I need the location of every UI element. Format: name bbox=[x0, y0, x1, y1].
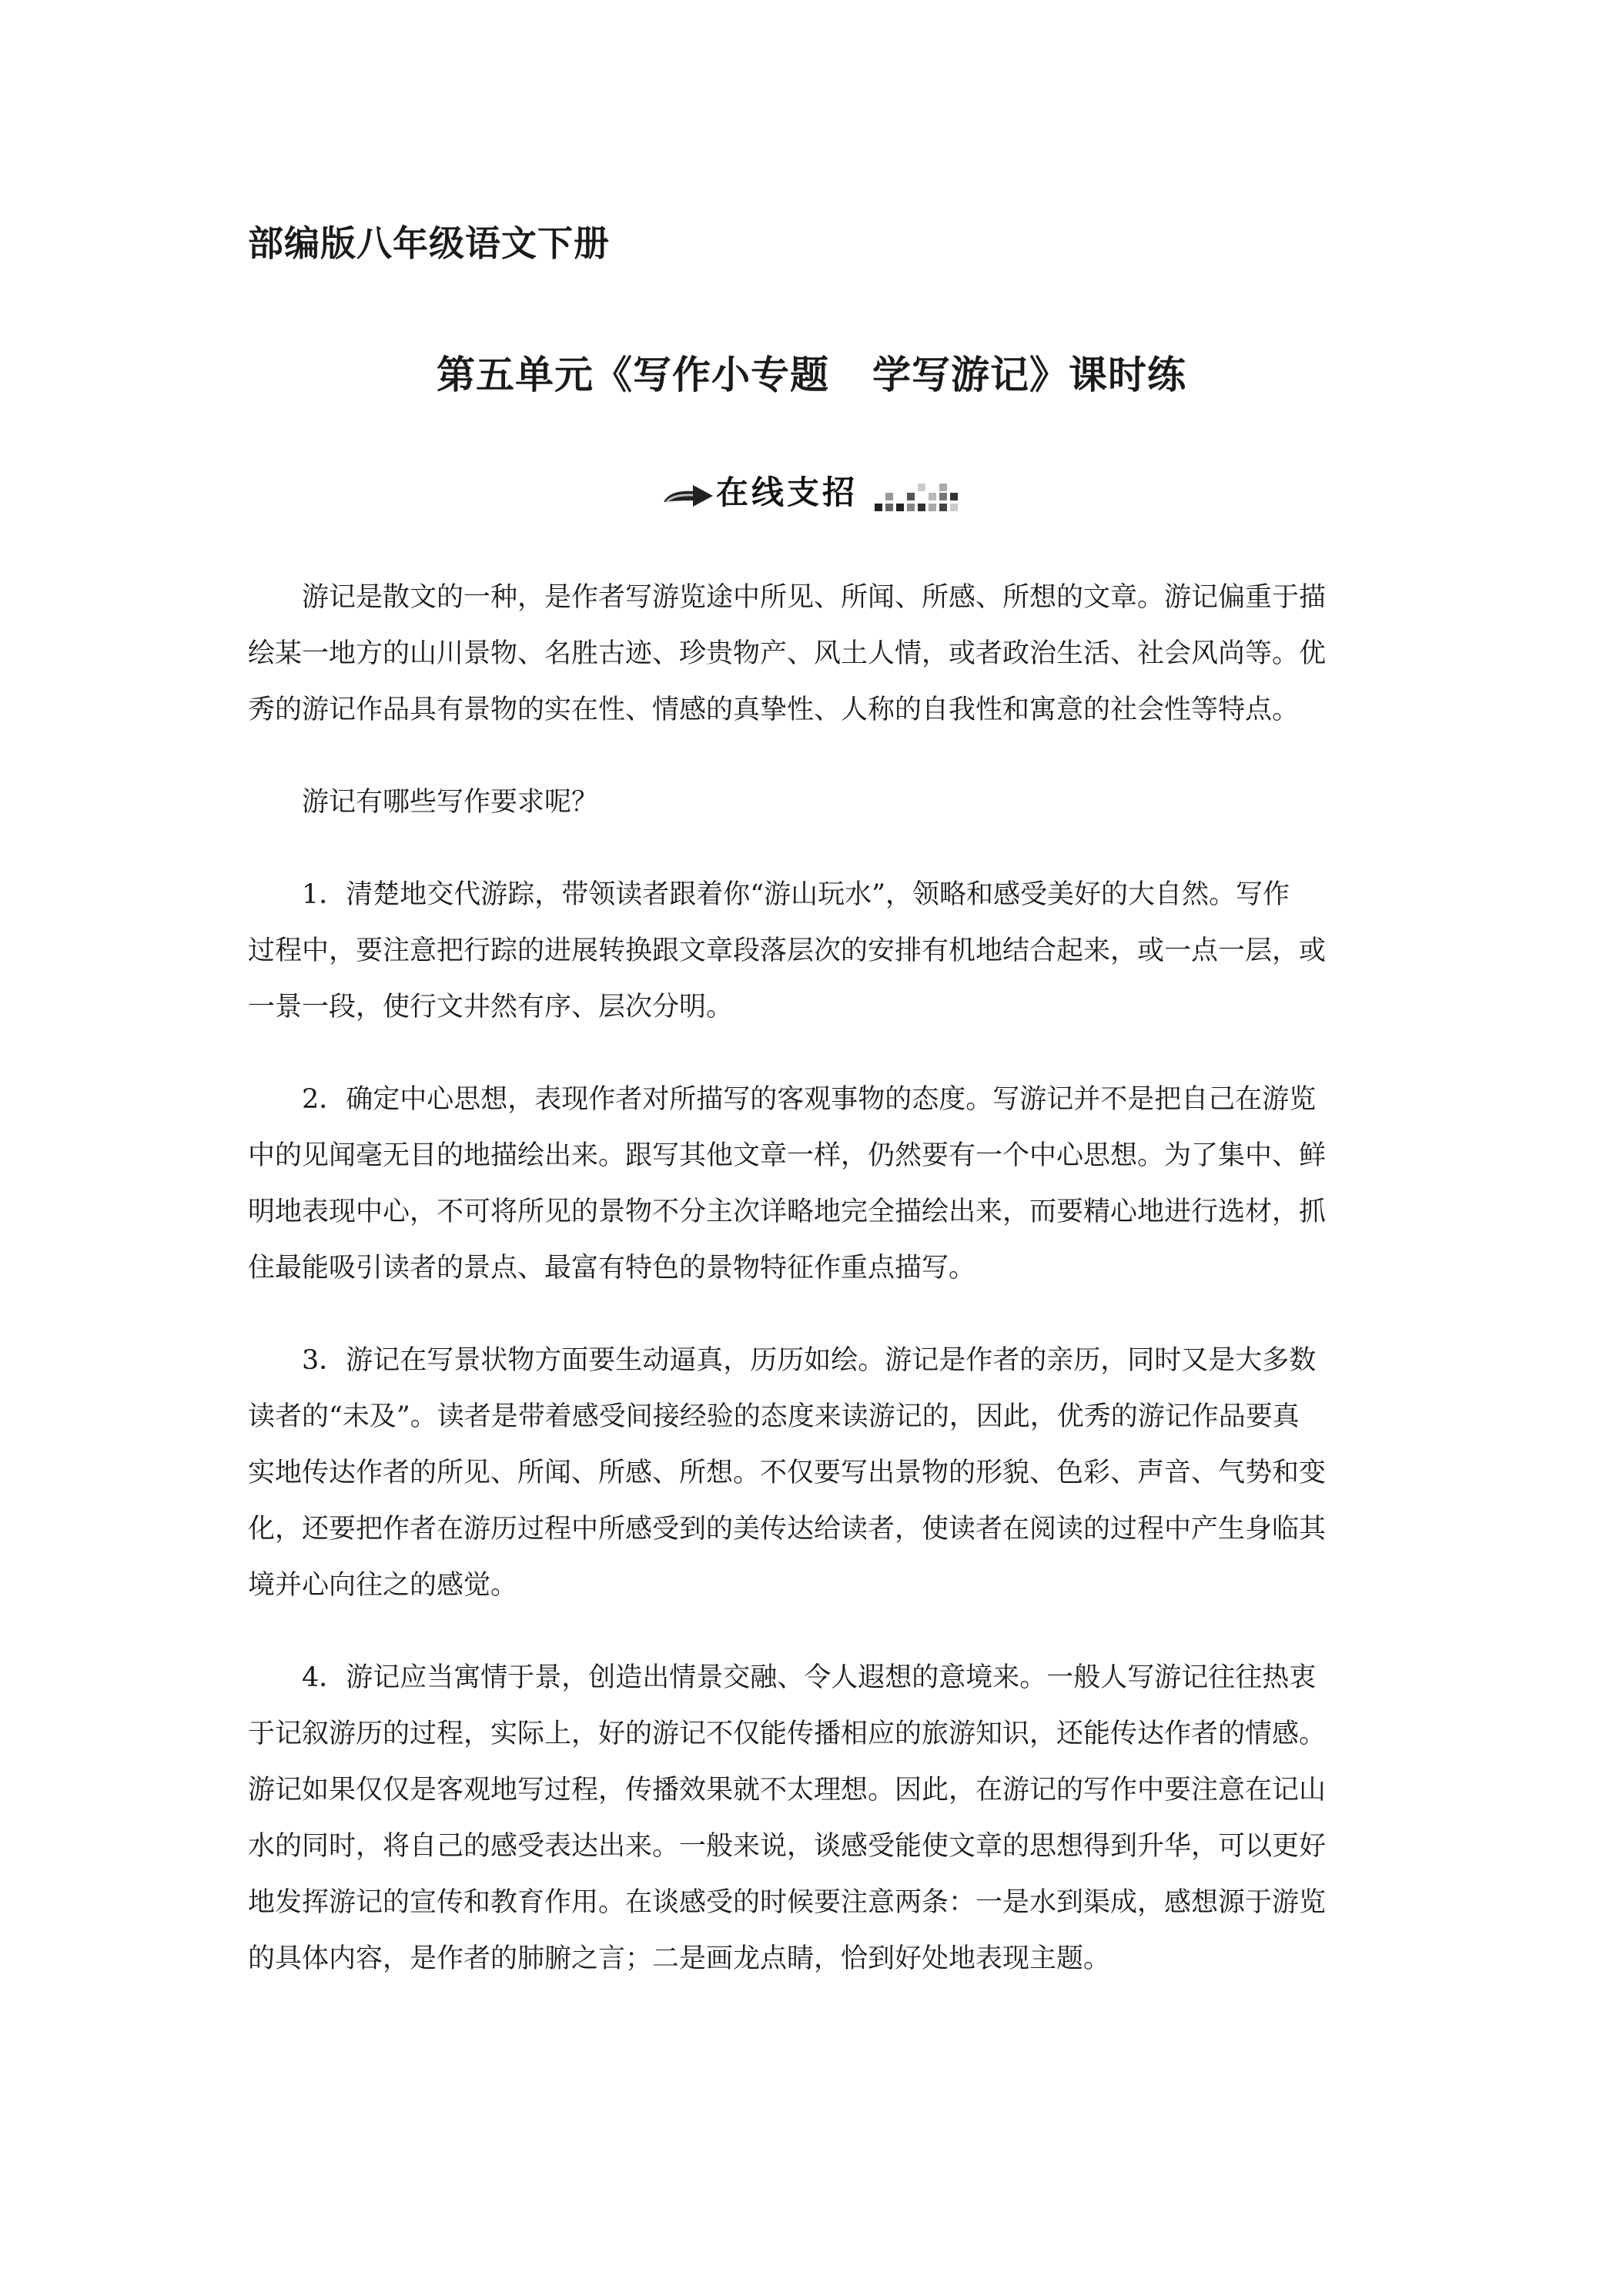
paragraph-line: 4．游记应当寓情于景，创造出情景交融、令人遐想的意境来。一般人写游记往往热衷 bbox=[302, 1662, 1317, 1693]
arrow-right-icon bbox=[662, 479, 716, 513]
article-body bbox=[248, 570, 1380, 2023]
decorative-dots bbox=[875, 484, 959, 517]
book-header: 部编版八年级语文下册 bbox=[248, 223, 610, 264]
paragraph-line: 住最能吸引读者的景点、最富有特色的景物特征作重点描写。 bbox=[248, 1253, 976, 1284]
paragraph-line: 于记叙游历的过程，实际上，好的游记不仅能传播相应的旅游知识，还能传达作者的情感。 bbox=[248, 1719, 1327, 1749]
paragraph-line: 实地传达作者的所见、所闻、所感、所想。不仅要写出景物的形貌、色彩、声音、气势和变 bbox=[248, 1458, 1327, 1488]
page-title bbox=[0, 344, 1623, 400]
paragraph-line: 过程中，要注意把行踪的进展转换跟文章段落层次的安排有机地结合起来，或一点一层，或 bbox=[248, 935, 1327, 966]
paragraph-line: 一景一段，使行文井然有序、层次分明。 bbox=[248, 992, 734, 1022]
paragraph-line: 游记是散文的一种，是作者写游览途中所见、所闻、所感、所想的文章。游记偏重于描 bbox=[302, 582, 1327, 613]
paragraph-line: 秀的游记作品具有景物的实在性、情感的真挚性、人称的自我性和寓意的社会性等特点。 bbox=[248, 694, 1300, 725]
paragraph-line: 绘某一地方的山川景物、名胜古迹、珍贵物产、风土人情，或者政治生活、社会风尚等。优 bbox=[248, 638, 1327, 669]
paragraph-6 bbox=[248, 1650, 1380, 1987]
paragraph-line: 水的同时，将自己的感受表达出来。一般来说，谈感受能使文章的思想得到升华，可以更好 bbox=[248, 1831, 1327, 1862]
paragraph-line: 化，还要把作者在游历过程中所感受到的美传达给读者，使读者在阅读的过程中产生身临其 bbox=[248, 1514, 1327, 1545]
paragraph-line: 的具体内容，是作者的肺腑之言；二是画龙点睛，恰到好处地表现主题。 bbox=[248, 1943, 1111, 1974]
title-part-1: 第五单元《写作小专题 bbox=[437, 353, 829, 397]
paragraph-line: 游记有哪些写作要求呢？ bbox=[302, 787, 599, 818]
paragraph-line: 游记如果仅仅是客观地写过程，传播效果就不太理想。因此，在游记的写作中要注意在记山 bbox=[248, 1775, 1327, 1806]
paragraph-4 bbox=[248, 1072, 1380, 1297]
paragraph-3 bbox=[248, 867, 1380, 1036]
paragraph-line: 中的见闻毫无目的地描绘出来。跟写其他文章一样，仍然要有一个中心思想。为了集中、鲜 bbox=[248, 1140, 1327, 1171]
paragraph-1 bbox=[248, 570, 1380, 738]
section-banner-label: 在线支招 bbox=[716, 474, 858, 511]
paragraph-5 bbox=[248, 1333, 1380, 1614]
paragraph-line: 2．确定中心思想，表现作者对所描写的客观事物的态度。写游记并不是把自己在游览 bbox=[302, 1084, 1317, 1115]
paragraph-line: 明地表现中心，不可将所见的景物不分主次详略地完全描绘出来，而要精心地进行选材，抓 bbox=[248, 1197, 1327, 1227]
paragraph-2 bbox=[248, 775, 1380, 831]
paragraph-line: 地发挥游记的宣传和教育作用。在谈感受的时候要注意两条：一是水到渠成，感想源于游览 bbox=[248, 1887, 1327, 1918]
section-banner bbox=[662, 470, 970, 520]
paragraph-line: 读者的“未及”。读者是带着感受间接经验的态度来读游记的，因此，优秀的游记作品要真 bbox=[248, 1401, 1300, 1432]
paragraph-line: 1．清楚地交代游踪，带领读者跟着你“游山玩水”，领略和感受美好的大自然。写作 bbox=[302, 879, 1290, 910]
paragraph-line: 3．游记在写景状物方面要生动逼真，历历如绘。游记是作者的亲历，同时又是大多数 bbox=[302, 1345, 1317, 1376]
paragraph-line: 境并心向往之的感觉。 bbox=[248, 1570, 518, 1601]
title-part-2: 学写游记》课时练 bbox=[872, 353, 1186, 397]
